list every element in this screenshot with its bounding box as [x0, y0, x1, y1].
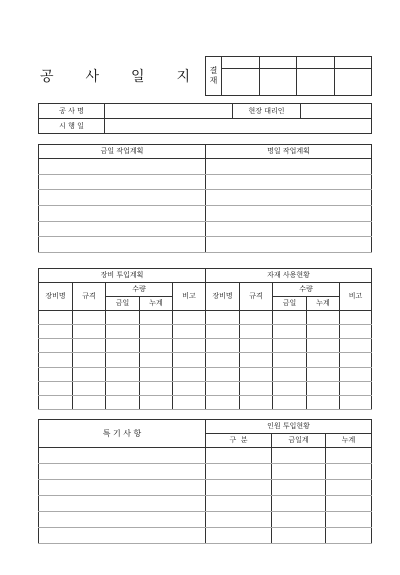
- table-cell[interactable]: [173, 353, 206, 367]
- table-cell[interactable]: [272, 496, 326, 512]
- material-note-header: 비고: [340, 283, 372, 311]
- approval-cell-header: [259, 57, 297, 69]
- table-cell[interactable]: [240, 395, 273, 409]
- title-char: 사: [85, 69, 100, 85]
- table-cell[interactable]: [326, 480, 372, 496]
- table-cell[interactable]: [140, 381, 173, 395]
- table-cell[interactable]: [273, 311, 307, 325]
- special-notes-row[interactable]: [39, 480, 206, 496]
- project-name-label: 공 사 명: [39, 104, 105, 119]
- table-cell[interactable]: [39, 381, 73, 395]
- table-cell[interactable]: [140, 325, 173, 339]
- table-cell[interactable]: [206, 325, 240, 339]
- approval-label: 결 재: [206, 57, 222, 96]
- equipment-plan-header: 장비 투입계획: [39, 269, 206, 283]
- table-cell[interactable]: [206, 339, 240, 353]
- equipment-materials-table: [38, 268, 372, 410]
- table-cell[interactable]: [326, 496, 372, 512]
- special-notes-header: 특 기 사 항: [39, 420, 206, 448]
- table-cell[interactable]: [140, 311, 173, 325]
- material-quantity-header: 수량: [273, 283, 340, 297]
- info-table: [38, 103, 372, 134]
- work-plan-row[interactable]: [206, 221, 372, 237]
- approval-signature-cell[interactable]: [297, 69, 335, 96]
- special-notes-row[interactable]: [39, 464, 206, 480]
- table-cell[interactable]: [140, 395, 173, 409]
- manpower-category-header: 구 분: [206, 434, 272, 448]
- work-plan-row[interactable]: [39, 159, 206, 175]
- table-cell[interactable]: [326, 512, 372, 528]
- table-cell[interactable]: [173, 395, 206, 409]
- table-cell[interactable]: [73, 339, 106, 353]
- manpower-cumulative-header: 누계: [326, 434, 372, 448]
- table-cell[interactable]: [273, 381, 307, 395]
- table-cell[interactable]: [340, 395, 372, 409]
- work-plan-row[interactable]: [206, 174, 372, 190]
- manpower-today-header: 금일계: [272, 434, 326, 448]
- table-cell[interactable]: [273, 353, 307, 367]
- site-agent-field[interactable]: [301, 104, 372, 119]
- table-cell[interactable]: [206, 528, 272, 544]
- table-cell[interactable]: [206, 464, 272, 480]
- table-cell[interactable]: [140, 339, 173, 353]
- table-cell[interactable]: [206, 395, 240, 409]
- equipment-name-header: 장비명: [39, 283, 73, 311]
- table-cell[interactable]: [106, 381, 140, 395]
- title-char: 지: [176, 69, 190, 85]
- table-cell[interactable]: [273, 367, 307, 381]
- table-cell[interactable]: [140, 367, 173, 381]
- table-cell[interactable]: [73, 353, 106, 367]
- table-cell[interactable]: [106, 325, 140, 339]
- table-cell[interactable]: [240, 339, 273, 353]
- table-cell[interactable]: [106, 395, 140, 409]
- table-cell[interactable]: [106, 353, 140, 367]
- material-name-header: 장비명: [206, 283, 240, 311]
- table-cell[interactable]: [273, 395, 307, 409]
- table-cell[interactable]: [206, 311, 240, 325]
- work-plan-row[interactable]: [39, 221, 206, 237]
- work-plan-row[interactable]: [39, 205, 206, 221]
- table-cell[interactable]: [326, 464, 372, 480]
- table-cell[interactable]: [173, 325, 206, 339]
- table-cell[interactable]: [73, 311, 106, 325]
- table-cell[interactable]: [272, 448, 326, 464]
- table-cell[interactable]: [272, 528, 326, 544]
- equipment-today-header: 금일: [106, 297, 140, 311]
- approval-box: [205, 56, 372, 96]
- table-cell[interactable]: [39, 325, 73, 339]
- work-plan-row[interactable]: [206, 159, 372, 175]
- equipment-quantity-header: 수량: [106, 283, 173, 297]
- page-title: [40, 64, 190, 88]
- table-cell[interactable]: [39, 311, 73, 325]
- table-cell[interactable]: [106, 339, 140, 353]
- material-today-header: 금일: [273, 297, 307, 311]
- project-name-field[interactable]: [105, 104, 233, 119]
- table-cell[interactable]: [307, 367, 340, 381]
- table-cell[interactable]: [240, 325, 273, 339]
- table-cell[interactable]: [206, 381, 240, 395]
- table-cell[interactable]: [340, 353, 372, 367]
- work-plan-row[interactable]: [39, 174, 206, 190]
- table-cell[interactable]: [39, 367, 73, 381]
- table-cell[interactable]: [173, 367, 206, 381]
- special-notes-manpower-table: [38, 419, 372, 544]
- table-cell[interactable]: [140, 353, 173, 367]
- table-cell[interactable]: [307, 395, 340, 409]
- table-cell[interactable]: [307, 353, 340, 367]
- site-agent-label: 현장 대리인: [233, 104, 301, 119]
- table-cell[interactable]: [240, 381, 273, 395]
- table-cell[interactable]: [39, 353, 73, 367]
- material-usage-header: 자재 사용현황: [206, 269, 372, 283]
- equipment-cumulative-header: 누계: [140, 297, 173, 311]
- construction-date-label: 시 행 일: [39, 119, 105, 134]
- table-cell[interactable]: [39, 395, 73, 409]
- table-cell[interactable]: [206, 480, 272, 496]
- material-cumulative-header: 누계: [307, 297, 340, 311]
- table-cell[interactable]: [307, 381, 340, 395]
- table-cell[interactable]: [340, 311, 372, 325]
- table-cell[interactable]: [340, 381, 372, 395]
- table-cell[interactable]: [106, 367, 140, 381]
- material-spec-header: 규격: [240, 283, 273, 311]
- tomorrow-work-plan-header: 명일 작업계획: [206, 145, 372, 159]
- work-plan-row[interactable]: [206, 205, 372, 221]
- approval-signature-cell[interactable]: [259, 69, 297, 96]
- table-cell[interactable]: [326, 448, 372, 464]
- approval-signature-cell[interactable]: [334, 69, 372, 96]
- table-cell[interactable]: [340, 339, 372, 353]
- title-char: 공: [40, 69, 54, 85]
- table-cell[interactable]: [272, 512, 326, 528]
- equipment-note-header: 비고: [173, 283, 206, 311]
- table-cell[interactable]: [206, 353, 240, 367]
- table-cell[interactable]: [272, 464, 326, 480]
- table-cell[interactable]: [240, 367, 273, 381]
- table-cell[interactable]: [73, 367, 106, 381]
- table-cell[interactable]: [206, 367, 240, 381]
- manpower-header: 인원 투입현황: [206, 420, 372, 434]
- work-plan-table: [38, 144, 372, 253]
- special-notes-row[interactable]: [39, 448, 206, 464]
- table-cell[interactable]: [340, 367, 372, 381]
- equipment-spec-header: 규격: [73, 283, 106, 311]
- work-plan-row[interactable]: [39, 237, 206, 253]
- approval-cell-header: [297, 57, 335, 69]
- table-cell[interactable]: [173, 311, 206, 325]
- table-cell[interactable]: [340, 325, 372, 339]
- table-cell[interactable]: [106, 311, 140, 325]
- title-char: 일: [130, 69, 145, 85]
- approval-cell-header: [334, 57, 372, 69]
- special-notes-row[interactable]: [39, 528, 206, 544]
- table-cell[interactable]: [307, 339, 340, 353]
- work-plan-row[interactable]: [206, 237, 372, 253]
- table-cell[interactable]: [273, 325, 307, 339]
- table-cell[interactable]: [73, 325, 106, 339]
- approval-cell-header: [222, 57, 260, 69]
- work-plan-row[interactable]: [206, 190, 372, 206]
- special-notes-row[interactable]: [39, 512, 206, 528]
- table-cell[interactable]: [307, 325, 340, 339]
- special-notes-row[interactable]: [39, 496, 206, 512]
- table-cell[interactable]: [173, 339, 206, 353]
- table-cell[interactable]: [272, 480, 326, 496]
- table-cell[interactable]: [73, 395, 106, 409]
- today-work-plan-header: 금일 작업계획: [39, 145, 206, 159]
- table-cell[interactable]: [326, 528, 372, 544]
- table-cell[interactable]: [206, 512, 272, 528]
- construction-date-field[interactable]: [105, 119, 372, 134]
- table-cell[interactable]: [39, 339, 73, 353]
- table-cell[interactable]: [240, 353, 273, 367]
- approval-signature-cell[interactable]: [222, 69, 260, 96]
- table-cell[interactable]: [307, 311, 340, 325]
- table-cell[interactable]: [206, 496, 272, 512]
- table-cell[interactable]: [173, 381, 206, 395]
- table-cell[interactable]: [206, 448, 272, 464]
- table-cell[interactable]: [273, 339, 307, 353]
- table-cell[interactable]: [240, 311, 273, 325]
- work-plan-row[interactable]: [39, 190, 206, 206]
- table-cell[interactable]: [73, 381, 106, 395]
